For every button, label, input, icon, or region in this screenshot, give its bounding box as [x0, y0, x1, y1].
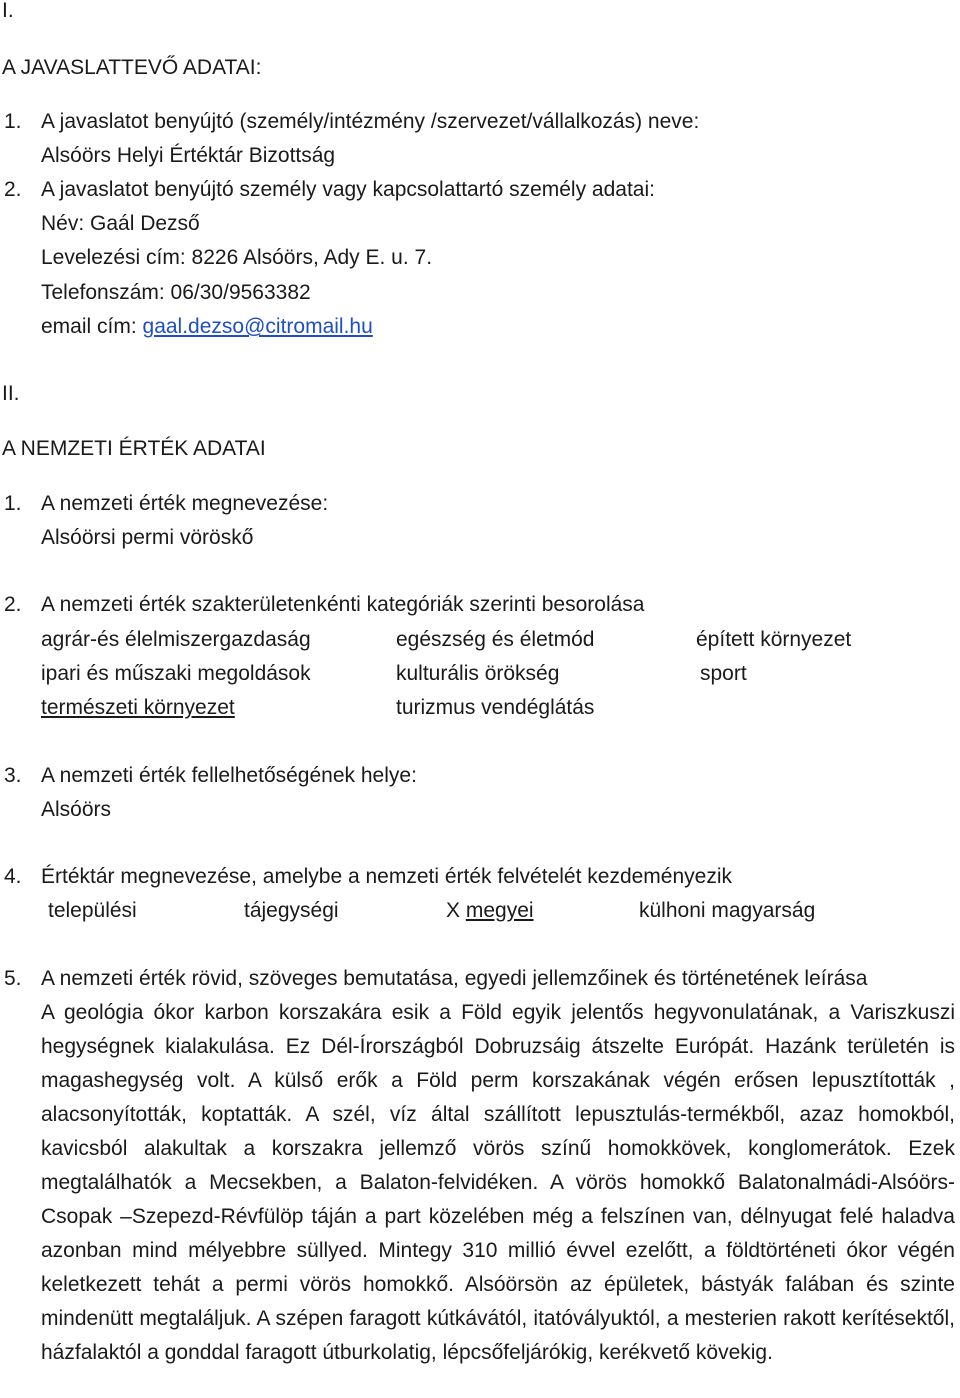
category-termeszeti-selected: természeti környezet — [41, 696, 235, 719]
option-tajegysegi: tájegységi — [244, 899, 339, 922]
category-ipari: ipari és műszaki megoldások — [41, 662, 311, 685]
item-number: 3. — [4, 764, 22, 787]
item-label: A nemzeti érték rövid, szöveges bemutatása, egyedi jellemzőinek és történetének leírása — [41, 967, 868, 990]
item-number: 1. — [4, 110, 22, 133]
section-1-heading: A JAVASLATTEVŐ ADATAI: — [2, 56, 262, 79]
contact-name: Név: Gaál Dezső — [41, 212, 200, 235]
item-number: 2. — [4, 178, 22, 201]
contact-address: Levelezési cím: 8226 Alsóörs, Ady E. u. 7. — [41, 246, 433, 269]
contact-email-row — [41, 314, 373, 340]
option-telepulesi: települési — [48, 899, 137, 922]
item-label: A nemzeti érték fellelhetőségének helye: — [41, 764, 417, 787]
category-turizmus: turizmus vendéglátás — [396, 696, 595, 719]
item-number: 1. — [4, 492, 22, 515]
contact-phone: Telefonszám: 06/30/9563382 — [41, 281, 311, 304]
selection-mark: X — [446, 899, 466, 922]
section-2-roman: II. — [2, 382, 20, 405]
option-kulhoni: külhoni magyarság — [639, 899, 816, 922]
email-label: email cím: — [41, 315, 143, 338]
item-label: A javaslatot benyújtó (személy/intézmény /szervezet/vállalkozás) neve: — [41, 110, 700, 133]
description-paragraph: A geológia ókor karbon korszakára esik a Föld egyik jelentős hegyvonulatának, a Variszkuszi hegységnek kialakulása. Ez Dél-Írországból Dobruzsáig átszelte Európát. Hazánk területén is magashegység volt. A külső erők a Föld perm korszakának végén erősen lepusztították , alacsonyították, koptatták. A szél, víz által szállított lepusztulás-termékből, azaz homokból, kavicsból alakultak a korszakra jellemző vörös színű homokkövek, konglomerátok. Ezek megtalálhatók a Mecsekben, a Balaton-felvidéken. A vörös homokkő Balatonalmádi-Alsóörs-Csopak –Szepezd-Révfülöp táján a part közelében még a felszínen van, délnyugat felé haladva azonban mind mélyebbre süllyed. Mintegy 310 millió évvel ezelőtt, a földtörténeti ókor végén keletkezett tehát a permi vörös homokkő. Alsóörsön az épületek, bástyák falában és szinte mindenütt megtaláljuk. A szépen faragott kútkávától, itatóvályuktól, a mesterien rakott kerítésektől, házfalaktól a gonddal faragott útburkolatig, lépcsőfeljárókig, kerékvető kövekig. — [41, 1001, 955, 1364]
email-link[interactable]: gaal.dezso@citromail.hu — [142, 315, 373, 338]
option-megyei-label: megyei — [465, 899, 534, 922]
category-egeszseg: egészség és életmód — [396, 628, 595, 651]
section-1-roman: I. — [2, 0, 14, 22]
category-sport: sport — [700, 662, 747, 685]
category-kulturalis: kulturális örökség — [396, 662, 560, 685]
item-label: A nemzeti érték megnevezése: — [41, 492, 329, 515]
item-label: A nemzeti érték szakterületenkénti kategóriák szerinti besorolása — [41, 593, 645, 616]
item-label: Értéktár megnevezése, amelybe a nemzeti érték felvételét kezdeményezik — [41, 865, 733, 888]
option-megyei-selected — [446, 898, 534, 924]
submitter-name-value: Alsóörs Helyi Értéktár Bizottság — [41, 144, 336, 167]
item-label: A javaslatot benyújtó személy vagy kapcsolattartó személy adatai: — [41, 178, 655, 201]
category-epitett: épített környezet — [696, 628, 852, 651]
item-number: 2. — [4, 593, 22, 616]
item-number: 4. — [4, 865, 22, 888]
section-2-heading: A NEMZETI ÉRTÉK ADATAI — [2, 437, 266, 460]
item-number: 5. — [4, 967, 22, 990]
category-agrar: agrár-és élelmiszergazdaság — [41, 628, 311, 651]
location-value: Alsóörs — [41, 798, 112, 821]
value-name: Alsóörsi permi vöröskő — [41, 526, 254, 549]
